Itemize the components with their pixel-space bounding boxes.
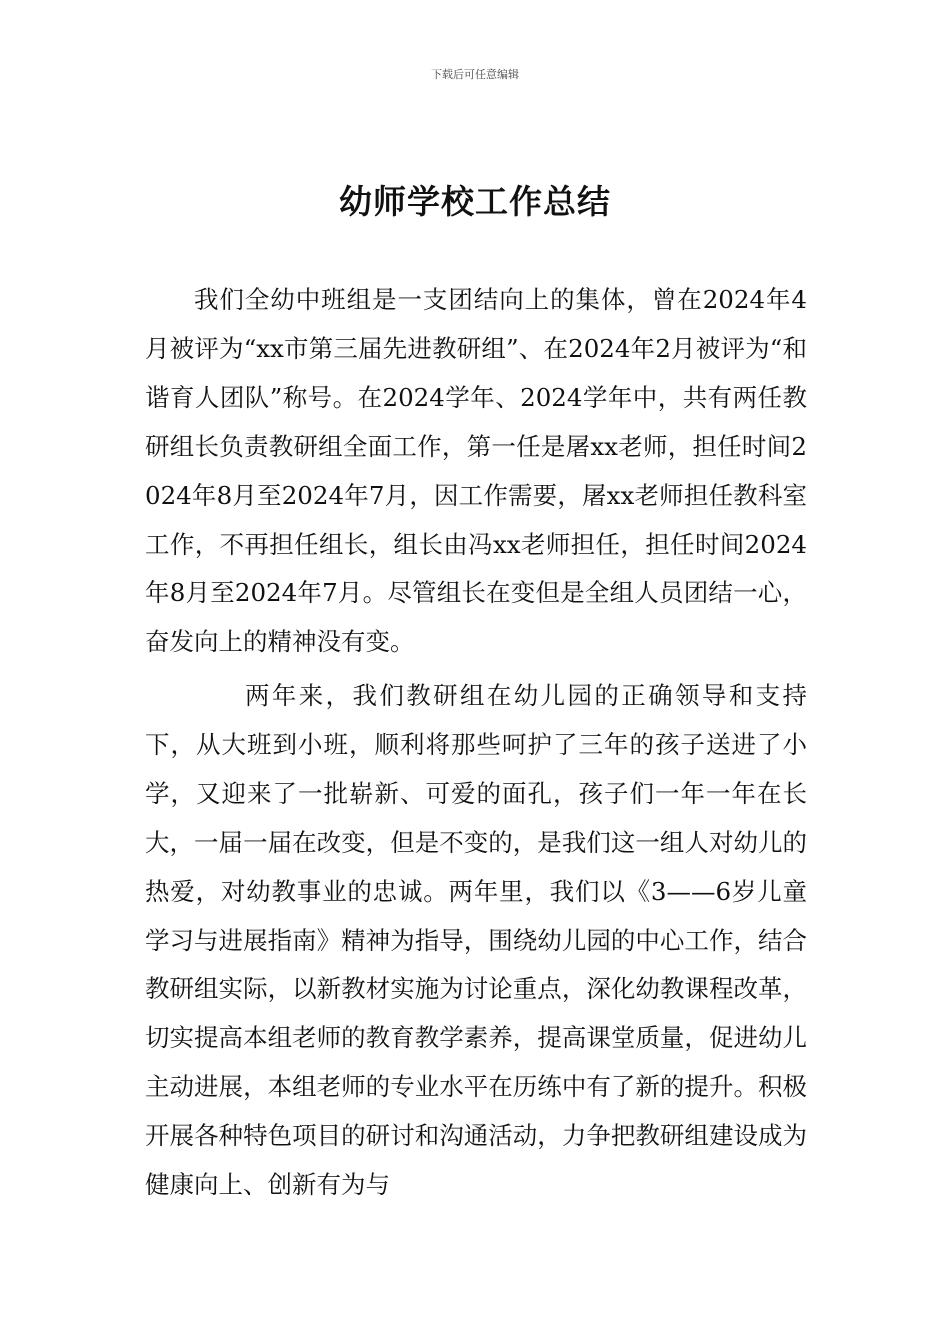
paragraph-2: 两年来，我们教研组在幼儿园的正确领导和支持下，从大班到小班，顺利将那些呵护了三年的孩子送进了小学，又迎来了一批崭新、可爱的面孔，孩子们一年一年在长大，一届一届在改变，但是不变的，是我们这一组人对幼儿的热爱，对幼教事业的忠诚。两年里，我们以《3——6岁儿童学习与进展指南》精神为指导，围绕幼儿园的中心工作，结合教研组实际，以新教材实施为讨论重点，深化幼教课程改革，切实提高本组老师的教育教学素养，提高课堂质量，促进幼儿主动进展，本组老师的专业水平在历练中有了新的提升。积极开展各种特色项目的研讨和沟通活动，力争把教研组建设成为健康向上、创新有为与	[145, 681, 807, 1200]
header-note: 下载后可任意编辑	[431, 68, 519, 81]
paragraph-1: 我们全幼中班组是一支团结向上的集体，曾在2024年4月被评为“xx市第三届先进教研组”、在2024年2月被评为“和谐育人团队”称号。在2024学年、2024学年中，共有两任教研组长负责教研组全面工作，第一任是屠xx老师，担任时间2024年8月至2024年7月，因工作需要，屠xx老师担任教科室工作，不再担任组长，组长由冯xx老师担任，担任时间2024年8月至2024年7月。尽管组长在变但是全组人员团结一心，奋发向上的精神没有变。	[145, 285, 807, 657]
document-title: 幼师学校工作总结	[339, 182, 611, 221]
